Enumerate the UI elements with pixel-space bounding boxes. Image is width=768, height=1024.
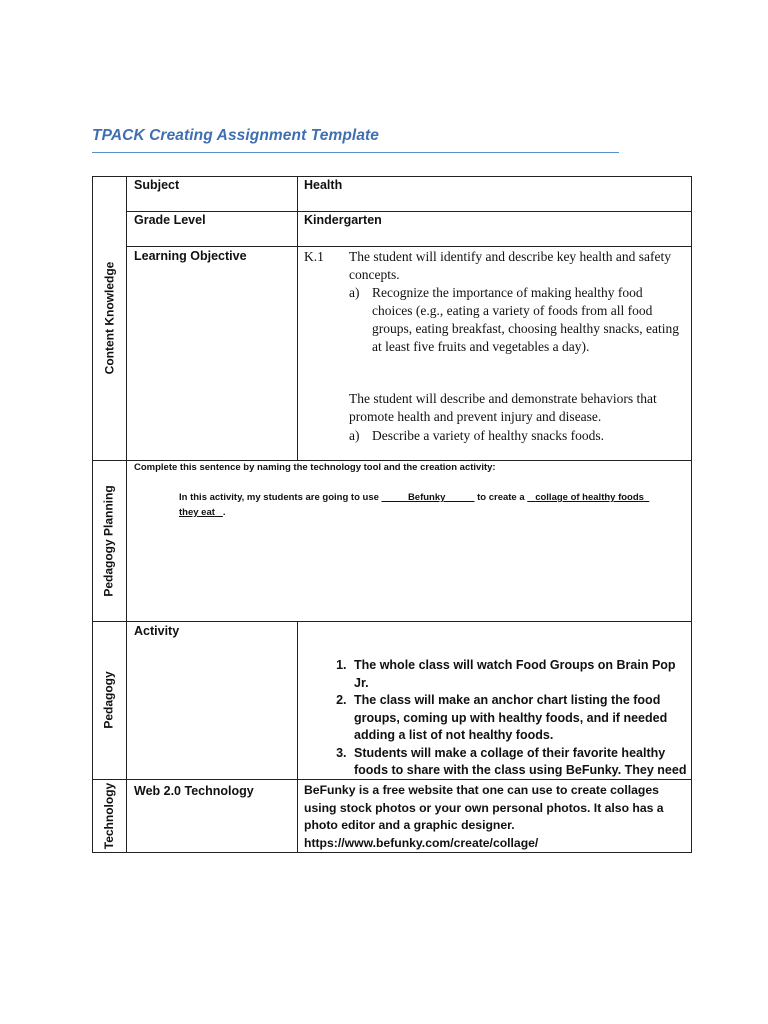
subject-label: Subject: [134, 178, 180, 192]
side-label-technology: Technology: [102, 782, 117, 849]
technology-description: BeFunky is a free website that one can use to create collages using stock photos or your own personal photos. It also has a photo editor and a graphic designer.: [304, 783, 664, 832]
objective-sub-b-marker: a): [349, 428, 360, 443]
side-label-content-knowledge: Content Knowledge: [102, 261, 117, 375]
planning-instruction: Complete this sentence by naming the technology tool and the creation activity:: [134, 462, 496, 473]
objective-label: Learning Objective: [134, 249, 247, 263]
objective-sub-a-marker: a): [349, 285, 360, 300]
objective-second-intro: The student will describe and demonstrate behaviors that promote health and prevent injury and disease.: [349, 391, 657, 424]
activity-item: 1. The whole class will watch Food Groups on Brain Pop Jr.: [350, 657, 690, 692]
title-underline: [92, 152, 619, 153]
technology-label: Web 2.0 Technology: [134, 784, 254, 798]
objective-sub-a: Recognize the importance of making healthy food choices (e.g., eating a variety of foods from all food groups, eating breakfast, choosing healthy snacks, eating at least five fruits and vegetables a day).: [372, 285, 680, 354]
objective-sub-b: Describe a variety of healthy snacks foods.: [372, 428, 605, 443]
planning-creation-blank: collage of healthy foods: [535, 492, 644, 503]
row-divider: [126, 211, 692, 212]
planning-sentence: [179, 490, 679, 505]
planning-creation-blank-cont: they eat: [179, 507, 215, 518]
subject-value: Health: [304, 178, 343, 192]
section-divider: [92, 621, 692, 622]
document-title: TPACK Creating Assignment Template: [92, 127, 380, 144]
planning-sentence-cont: they eat .: [179, 507, 226, 518]
table-border-right: [691, 176, 692, 853]
table-border-top: [92, 176, 692, 177]
activity-label: Activity: [134, 624, 180, 638]
objective-intro: The student will identify and describe key health and safety concepts.: [349, 249, 672, 282]
planning-sentence-start: In this activity, my students are going to use: [179, 492, 379, 503]
activity-item: 2. The class will make an anchor chart listing the food groups, coming up with healthy foods, and if needed adding a list of not healthy foods.: [350, 692, 690, 745]
row-divider: [126, 246, 692, 247]
side-label-pedagogy-planning: Pedagogy Planning: [102, 484, 117, 597]
objective-code: K.1: [304, 249, 324, 264]
column-divider: [297, 176, 298, 461]
planning-sentence-mid: to create a: [477, 492, 525, 503]
planning-tool-blank: Befunky: [407, 492, 446, 503]
section-divider: [92, 460, 692, 461]
grade-label: Grade Level: [134, 213, 206, 227]
section-divider: [92, 779, 692, 780]
activity-item: 3. Students will make a collage of their favorite healthy foods to share with the class using BeFunky. They need: [350, 745, 690, 779]
activity-list: [298, 657, 690, 778]
side-label-pedagogy: Pedagogy: [102, 671, 117, 729]
side-column-divider: [126, 176, 127, 853]
grade-value: Kindergarten: [304, 213, 382, 227]
technology-url[interactable]: https://www.befunky.com/create/collage/: [304, 836, 539, 850]
